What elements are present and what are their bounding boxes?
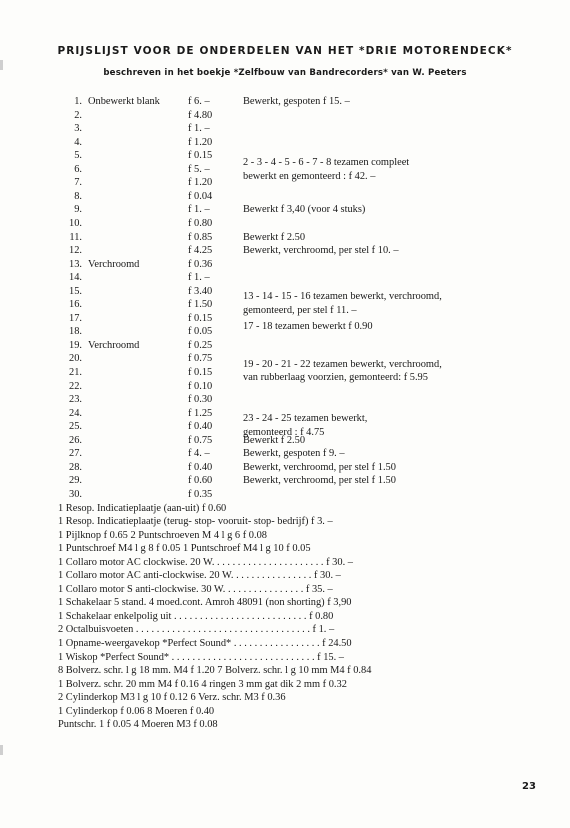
part-number: 23. (69, 394, 82, 406)
part-price: f 3.40 (188, 285, 213, 297)
accessory-line: 1 Bolverz. schr. 20 mm M4 f 0.16 4 ringen 3 mm gat dik 2 mm f 0.32 (58, 678, 347, 690)
part-note: Bewerkt, gespoten f 15. – (243, 96, 350, 107)
part-price: f 4. – (188, 448, 210, 460)
part-number: 7. (74, 177, 82, 189)
accessory-line: 1 Cylinderkop f 0.06 8 Moeren f 0.40 (58, 705, 215, 717)
part-price: f 1.25 (188, 407, 213, 419)
part-note: Bewerkt, verchroomd, per stel f 1.50 (243, 461, 396, 473)
group-note: 13 - 14 - 15 - 16 tezamen bewerkt, verchroomd, (243, 291, 442, 303)
part-price: f 0.80 (188, 217, 213, 229)
part-price: f 0.40 (188, 461, 213, 473)
part-price: f 0.04 (188, 190, 213, 202)
part-number: 18. (69, 326, 82, 338)
part-number: 24. (69, 407, 82, 419)
accessory-line: 1 Collaro motor AC clockwise. 20 W. . . . . . . . . . . . . . . . . . . . . . f 30. – (58, 556, 353, 568)
part-description: Onbewerkt blank (88, 96, 160, 107)
part-price: f 0.15 (188, 367, 213, 378)
part-number: 20. (69, 353, 82, 365)
part-number: 8. (74, 190, 82, 202)
accessory-line: 1 Opname-weergavekop *Perfect Sound* . . . . . . . . . . . . . . . . . f 24.50 (58, 638, 352, 649)
part-number: 6. (74, 163, 82, 175)
part-number: 25. (69, 421, 82, 433)
accessory-line: Puntschr. 1 f 0.05 4 Moeren M3 f 0.08 (58, 719, 218, 731)
scan-edge-mark (0, 60, 3, 70)
part-number: 14. (69, 272, 82, 284)
accessory-line: 1 Schakelaar 5 stand. 4 moed.cont. Amroh 48091 (non shorting) f 3,90 (58, 597, 352, 609)
accessory-line: 1 Wiskop *Perfect Sound* . . . . . . . . . . . . . . . . . . . . . . . . . . . . f 15. – (58, 651, 344, 663)
part-number: 19. (69, 339, 82, 351)
accessory-line: 2 Octalbuisvoeten . . . . . . . . . . . . . . . . . . . . . . . . . . . . . . . . . . f 1. – (58, 624, 335, 636)
scan-edge-mark (0, 745, 3, 755)
accessory-line: 2 Cylinderkop M3 l g 10 f 0.12 6 Verz. schr. M3 f 0.36 (58, 692, 286, 704)
accessory-line: 1 Resop. Indicatieplaatje (aan-uit) f 0.60 (58, 502, 227, 514)
part-note: Bewerkt, gespoten f 9. – (243, 448, 345, 460)
part-number: 4. (74, 136, 82, 148)
part-number: 28. (69, 461, 82, 473)
part-number: 11. (69, 231, 82, 243)
part-description: Verchroomd (88, 258, 140, 270)
part-number: 13. (69, 258, 82, 270)
part-price: f 1.20 (188, 136, 213, 148)
part-price: f 0.36 (188, 258, 213, 270)
part-note: Bewerkt, verchroomd, per stel f 1.50 (243, 475, 396, 487)
group-note: gemonteerd : f 4.75 (243, 426, 325, 438)
part-price: f 6. – (188, 96, 210, 107)
accessory-line: 1 Collaro motor AC anti-clockwise. 20 W. . . . . . . . . . . . . . . . f 30. – (58, 570, 341, 582)
group-note: van rubberlaag voorzien, gemonteerd: f 5.95 (243, 372, 428, 384)
accessory-line: 1 Pijlknop f 0.65 2 Puntschroeven M 4 l g 6 f 0.08 (58, 529, 267, 541)
part-note: Bewerkt f 3,40 (voor 4 stuks) (243, 204, 366, 216)
group-note: bewerkt en gemonteerd : f 42. – (243, 170, 376, 182)
part-note: Bewerkt f 2.50 (243, 231, 306, 243)
group-note: 23 - 24 - 25 tezamen bewerkt, (243, 413, 368, 425)
page-number: 23 (522, 781, 536, 792)
part-price: f 0.75 (188, 434, 213, 446)
part-number: 5. (74, 150, 82, 162)
group-note: 17 - 18 tezamen bewerkt f 0.90 (243, 320, 373, 332)
accessory-line: 8 Bolverz. schr. l g 18 mm. M4 f 1.20 7 Bolverz. schr. l g 10 mm M4 f 0.84 (58, 665, 372, 677)
accessory-line: 1 Puntschroef M4 l g 8 f 0.05 1 Puntschroef M4 l g 10 f 0.05 (58, 543, 311, 555)
part-number: 30. (69, 488, 82, 500)
part-number: 26. (69, 434, 82, 446)
group-note: 2 - 3 - 4 - 5 - 6 - 7 - 8 tezamen compleet (243, 156, 410, 168)
part-price: f 0.25 (188, 339, 213, 351)
part-price: f 0.60 (188, 475, 213, 487)
part-number: 10. (69, 217, 82, 229)
part-price: f 0.40 (188, 421, 213, 433)
page-title: PRIJSLIJST VOOR DE ONDERDELEN VAN HET *DRIE MOTORENDECK* (57, 45, 513, 57)
part-price: f 1.50 (188, 299, 213, 311)
part-number: 15. (69, 285, 82, 297)
part-number: 27. (69, 448, 82, 460)
part-price: f 1. – (188, 204, 210, 216)
part-price: f 0.75 (188, 353, 213, 365)
part-number: 21. (69, 367, 82, 378)
part-price: f 0.15 (188, 312, 213, 324)
accessory-line: 1 Schakelaar enkelpolig uit . . . . . . . . . . . . . . . . . . . . . . . . . . f 0.80 (58, 610, 334, 622)
part-number: 22. (69, 380, 82, 392)
group-note: 19 - 20 - 21 - 22 tezamen bewerkt, verchroomd, (243, 358, 442, 370)
group-note: gemonteerd, per stel f 11. – (243, 304, 357, 316)
part-number: 17. (69, 312, 82, 324)
part-price: f 0.35 (188, 488, 213, 500)
part-price: f 4.25 (188, 245, 213, 257)
part-price: f 5. – (188, 163, 210, 175)
part-number: 9. (74, 204, 82, 216)
part-price: f 0.15 (188, 150, 213, 162)
part-price: f 0.30 (188, 394, 213, 406)
part-price: f 1. – (188, 123, 210, 135)
part-price: f 4.80 (188, 109, 213, 121)
part-number: 12. (69, 245, 82, 257)
accessory-line: 1 Resop. Indicatieplaatje (terug- stop- vooruit- stop- bedrijf) f 3. – (58, 516, 333, 528)
page-subtitle: beschreven in het boekje *Zelfbouw van Bandrecorders* van W. Peeters (103, 68, 467, 78)
part-price: f 0.85 (188, 231, 213, 243)
part-price: f 0.05 (188, 326, 213, 338)
part-description: Verchroomd (88, 339, 140, 351)
part-number: 16. (69, 299, 82, 311)
part-note: Bewerkt, verchroomd, per stel f 10. – (243, 245, 399, 257)
part-number: 29. (69, 475, 82, 487)
part-price: f 1.20 (188, 177, 213, 189)
part-price: f 1. – (188, 272, 210, 284)
part-note: Bewerkt f 2.50 (243, 434, 306, 446)
accessory-line: 1 Collaro motor S anti-clockwise. 30 W. . . . . . . . . . . . . . . . f 35. – (58, 583, 333, 595)
part-number: 1. (74, 96, 82, 107)
part-number: 3. (74, 123, 82, 135)
part-price: f 0.10 (188, 380, 213, 392)
part-number: 2. (74, 109, 82, 121)
